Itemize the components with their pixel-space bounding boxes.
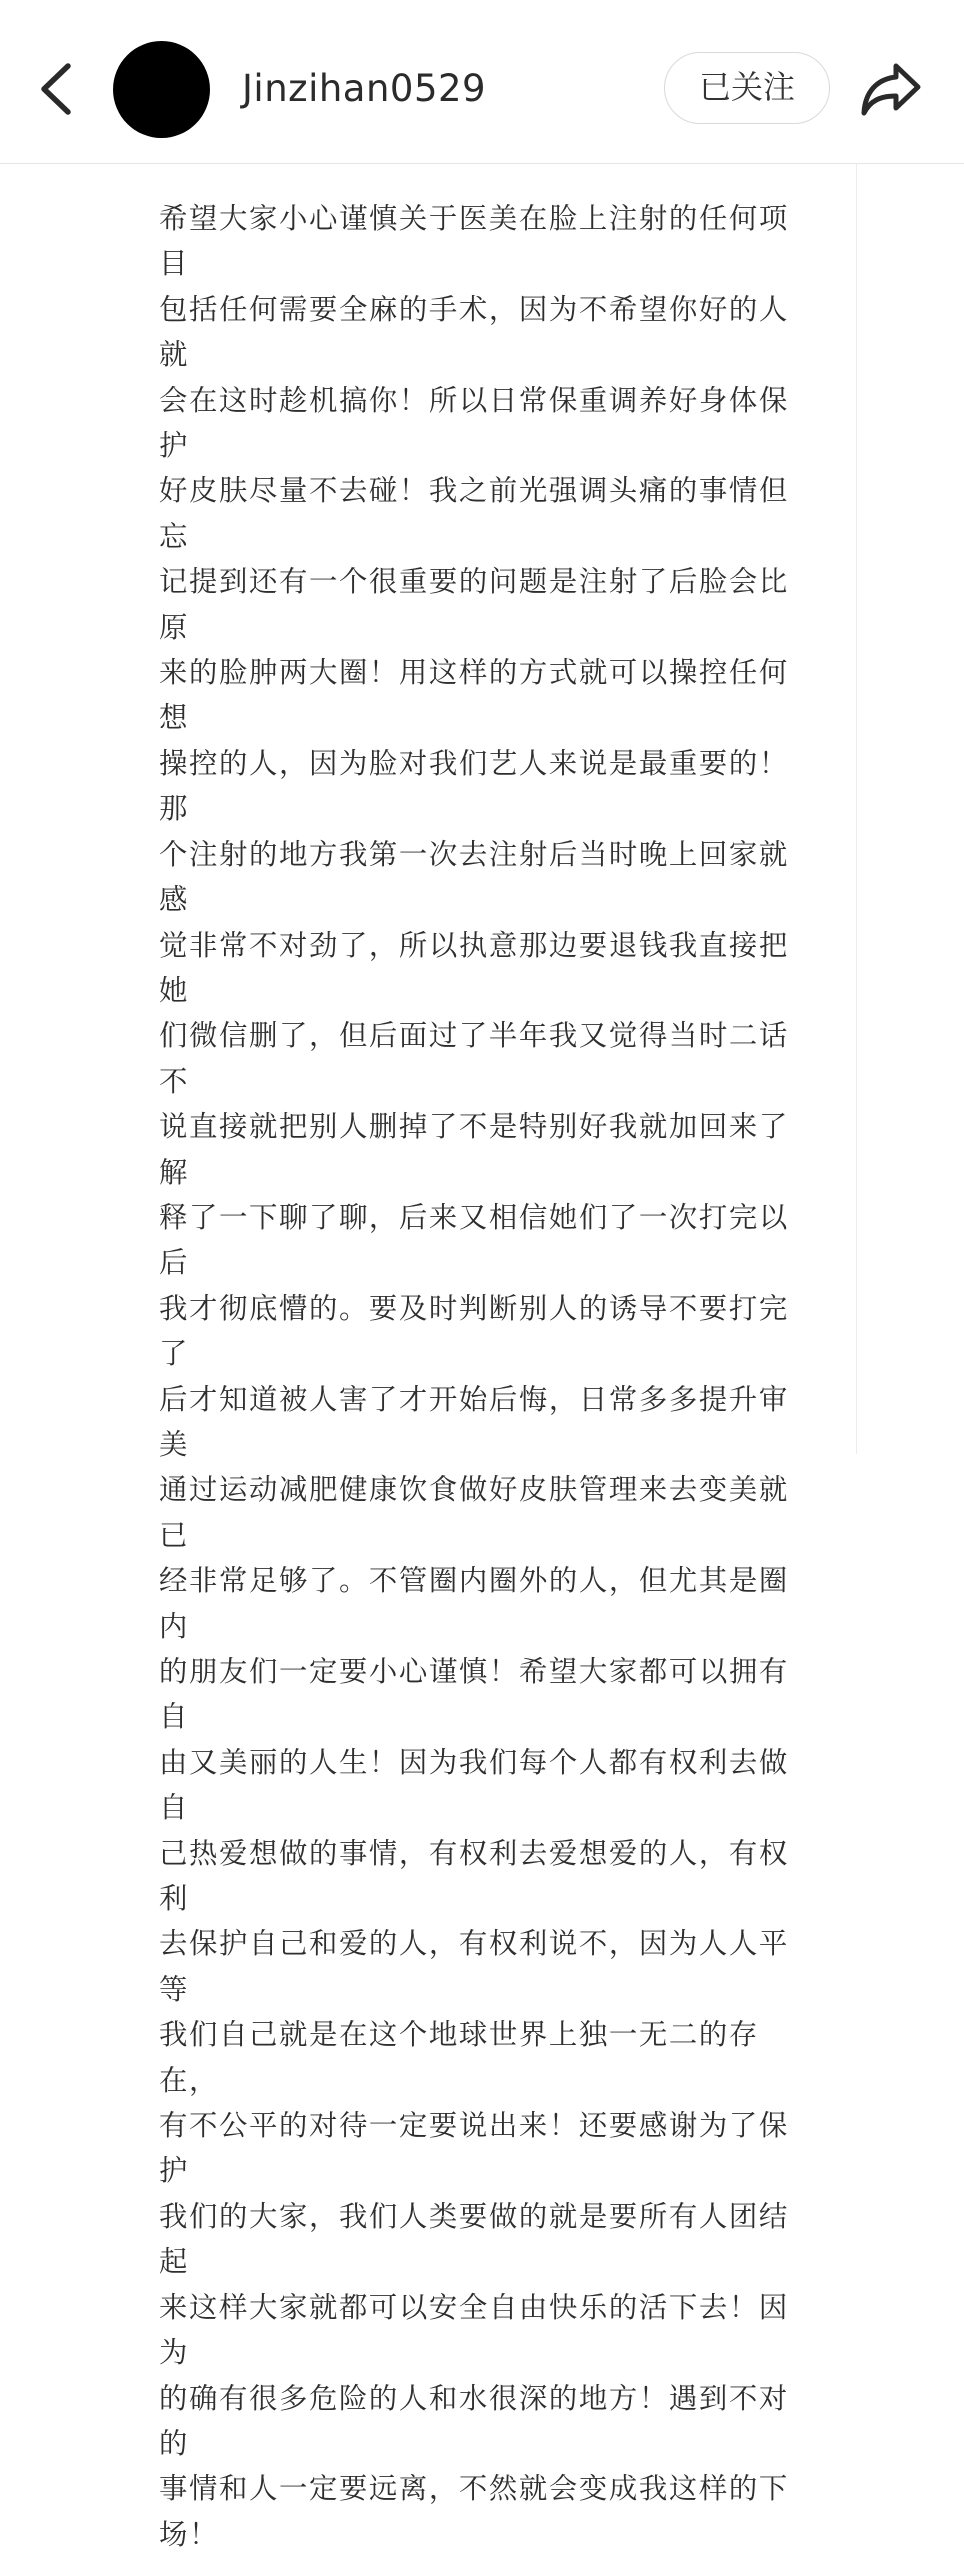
top-bar [0,0,964,164]
share-arrow-icon [858,58,924,120]
username[interactable]: Jinzihan0529 [242,67,487,110]
share-button[interactable] [858,58,924,120]
chevron-left-icon [30,58,86,120]
avatar[interactable] [113,41,210,138]
back-button[interactable] [30,58,86,120]
follow-button[interactable]: 已关注 [664,52,830,124]
post-content-area [0,164,857,2551]
post-text: 希望大家小心谨慎关于医美在脸上注射的任何项目 包括任何需要全麻的手术，因为不希望你好的人就 会在这时趁机搞你！所以日常保重调养好身体保护 好皮肤尽量不去碰！我之前光强调头痛的事情但忘 记提到还有一个很重要的问题是注射了后脸会比原 来的脸肿两大圈！用这样的方式就可以操控任何想 操控的人，因为脸对我们艺人来说是最重要的！那 个注射的地方我第一次去注射后当时晚上回家就感 觉非常不对劲了，所以执意那边要退钱我直接把她 们微信删了，但后面过了半年我又觉得当时二话不 说直接就把别人删掉了不是特别好我就加回来了解 释了一下聊了聊，后来又相信她们了一次打完以后 我才彻底懵的。要及时判断别人的诱导不要打完了 后才知道被人害了才开始后悔，日常多多提升审美 通过运动减肥健康饮食做好皮肤管理来去变美就已 经非常足够了。不管圈内圈外的人，但尤其是圈内 的朋友们一定要小心谨慎！希望大家都可以拥有自 由又美丽的人生！因为我们每个人都有权利去做自 己热爱想做的事情，有权利去爱想爱的人，有权利 去保护自己和爱的人，有权利说不，因为人人平等 我们自己就是在这个地球世界上独一无二的存在， 有不公平的对待一定要说出来！还要感谢为了保护 我们的大家，我们人类要做的就是要所有人团结起 来这样大家就都可以安全自由快乐的活下去！因为 的确有很多危险的人和水很深的地方！遇到不对的 事情和人一定要远离，不然就会变成我这样的下 场！ [159,202,789,2551]
